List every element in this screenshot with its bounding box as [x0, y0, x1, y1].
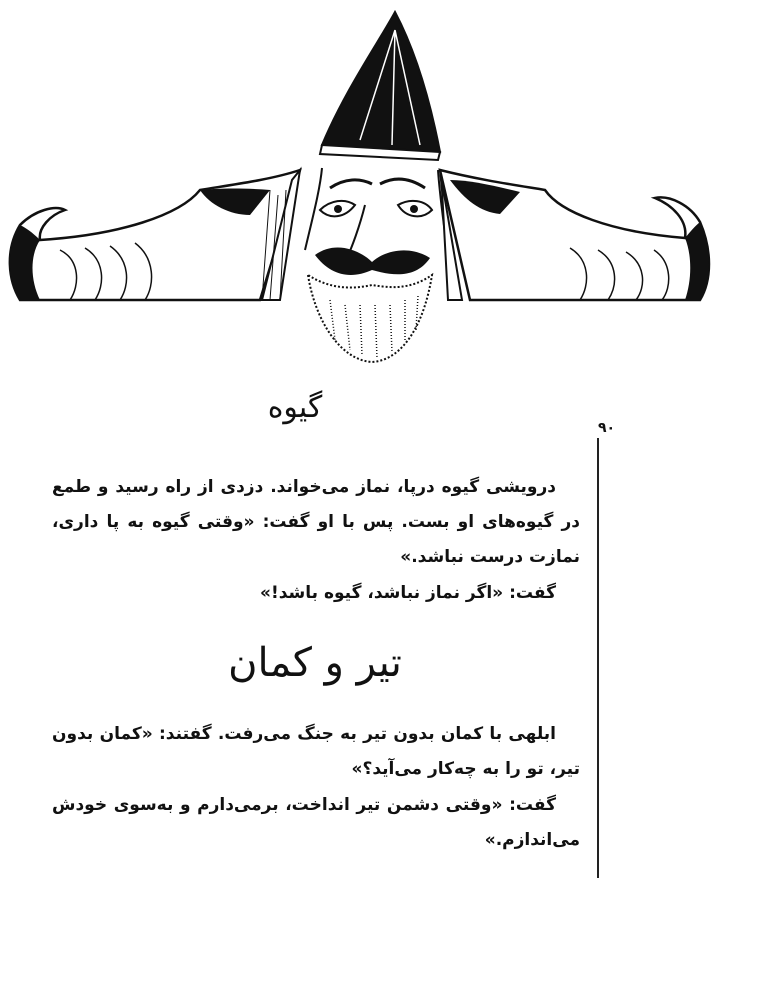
- story-paragraph: گفت: «اگر نماز نباشد، گیوه باشد!»: [260, 583, 556, 603]
- story-paragraph: ابلهی با کمان بدون تیر به جنگ می‌رفت. گفتند: «کمان بدون تیر، تو را به چه‌کار می‌آید؟»: [52, 724, 580, 779]
- story-title-tir-o-kaman: تیر و کمان: [228, 640, 402, 686]
- right-shoe-icon: [440, 170, 709, 300]
- face-icon: [300, 168, 448, 362]
- story-paragraph: درویشی گیوه درپا، نماز می‌خواند. دزدی از راه رسید و طمع در گیوه‌های او بست. پس با او گفت: «وقتی گیوه به پا داری، نمازت درست نباشد.»: [52, 477, 580, 567]
- story-paragraph: گفت: «وقتی دشمن تیر انداخت، برمی‌دارم و به‌سوی خودش می‌اندازم.»: [52, 795, 580, 850]
- margin-rule: [597, 438, 599, 878]
- hat-icon: [320, 12, 440, 160]
- story-title-giveh: گیوه: [267, 390, 323, 425]
- page-number: ۹۰: [598, 420, 616, 436]
- left-shoe-icon: [10, 170, 300, 300]
- dervish-shoes-illustration-icon: [0, 0, 772, 380]
